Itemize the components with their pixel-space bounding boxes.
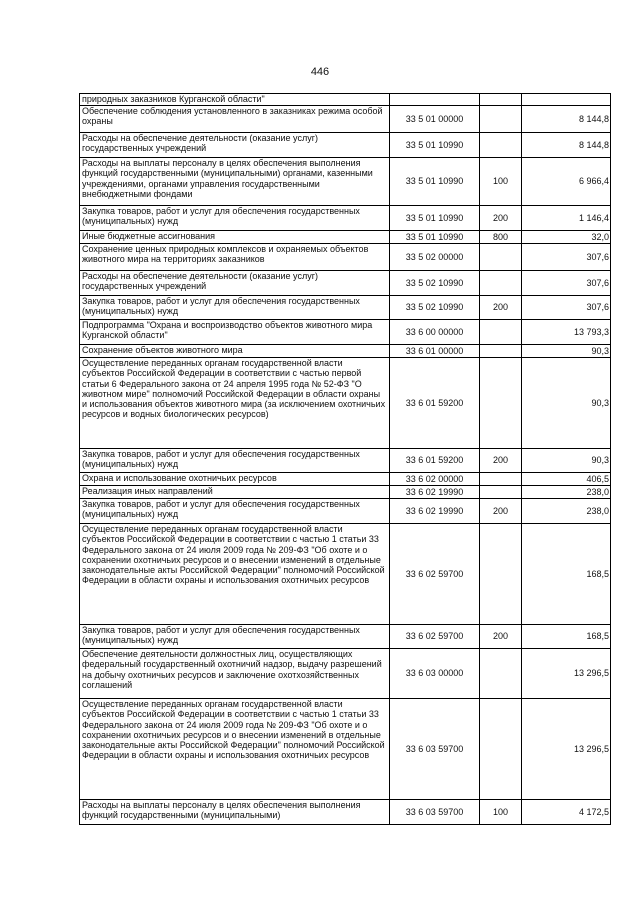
row-code: 33 6 00 00000 bbox=[390, 320, 480, 345]
row-name: Расходы на обеспечение деятельности (оказание услуг) государственных учреждений bbox=[80, 133, 390, 158]
row-expense-type: 200 bbox=[480, 296, 522, 320]
row-sum: 4 172,5 bbox=[522, 800, 611, 825]
row-sum: 238,0 bbox=[522, 499, 611, 524]
row-code: 33 5 02 10990 bbox=[390, 271, 480, 296]
row-expense-type bbox=[480, 473, 522, 486]
table-row bbox=[80, 94, 611, 106]
row-expense-type bbox=[480, 244, 522, 271]
budget-table-body bbox=[80, 94, 611, 825]
row-expense-type bbox=[480, 320, 522, 345]
table-row bbox=[80, 486, 611, 499]
row-name: Расходы на выплаты персоналу в целях обеспечения выполнения функций государственными (муниципальными) органами, казенными учреждениями, органами управления государственными внебюджетными фондами bbox=[80, 158, 390, 206]
row-expense-type: 800 bbox=[480, 231, 522, 244]
row-code bbox=[390, 94, 480, 106]
row-sum bbox=[522, 94, 611, 106]
row-sum: 13 296,5 bbox=[522, 649, 611, 699]
table-row bbox=[80, 158, 611, 206]
row-name: Закупка товаров, работ и услуг для обеспечения государственных (муниципальных) нужд bbox=[80, 296, 390, 320]
row-name: Закупка товаров, работ и услуг для обеспечения государственных (муниципальных) нужд bbox=[80, 499, 390, 524]
table-row bbox=[80, 106, 611, 133]
row-expense-type bbox=[480, 345, 522, 358]
row-code: 33 5 02 10990 bbox=[390, 296, 480, 320]
row-expense-type: 200 bbox=[480, 625, 522, 649]
table-row bbox=[80, 296, 611, 320]
row-code: 33 6 01 00000 bbox=[390, 345, 480, 358]
row-sum: 13 793,3 bbox=[522, 320, 611, 345]
row-sum: 307,6 bbox=[522, 296, 611, 320]
row-name: Сохранение объектов животного мира bbox=[80, 345, 390, 358]
row-code: 33 6 02 59700 bbox=[390, 524, 480, 625]
row-name: природных заказников Курганской области" bbox=[80, 94, 390, 106]
row-code: 33 6 02 59700 bbox=[390, 625, 480, 649]
row-name: Расходы на обеспечение деятельности (оказание услуг) государственных учреждений bbox=[80, 271, 390, 296]
table-row bbox=[80, 524, 611, 625]
row-code: 33 5 01 00000 bbox=[390, 106, 480, 133]
table-row bbox=[80, 206, 611, 231]
table-row bbox=[80, 231, 611, 244]
row-code: 33 6 02 19990 bbox=[390, 499, 480, 524]
row-name: Сохранение ценных природных комплексов и охраняемых объектов животного мира на территориях заказников bbox=[80, 244, 390, 271]
row-expense-type bbox=[480, 106, 522, 133]
row-sum: 90,3 bbox=[522, 345, 611, 358]
row-name: Расходы на выплаты персоналу в целях обеспечения выполнения функций государственными (муниципальными) bbox=[80, 800, 390, 825]
row-sum: 8 144,8 bbox=[522, 106, 611, 133]
row-name: Реализация иных направлений bbox=[80, 486, 390, 499]
row-code: 33 6 02 19990 bbox=[390, 486, 480, 499]
row-name: Охрана и использование охотничьих ресурсов bbox=[80, 473, 390, 486]
table-row bbox=[80, 345, 611, 358]
row-sum: 307,6 bbox=[522, 271, 611, 296]
row-expense-type: 200 bbox=[480, 499, 522, 524]
row-sum: 6 966,4 bbox=[522, 158, 611, 206]
row-code: 33 6 02 00000 bbox=[390, 473, 480, 486]
row-expense-type bbox=[480, 133, 522, 158]
table-row bbox=[80, 271, 611, 296]
row-name: Закупка товаров, работ и услуг для обеспечения государственных (муниципальных) нужд bbox=[80, 449, 390, 473]
row-code: 33 5 01 10990 bbox=[390, 231, 480, 244]
row-sum: 238,0 bbox=[522, 486, 611, 499]
row-sum: 307,6 bbox=[522, 244, 611, 271]
row-code: 33 5 02 00000 bbox=[390, 244, 480, 271]
row-name: Закупка товаров, работ и услуг для обеспечения государственных (муниципальных) нужд bbox=[80, 625, 390, 649]
row-sum: 168,5 bbox=[522, 524, 611, 625]
table-row bbox=[80, 358, 611, 449]
row-code: 33 6 03 00000 bbox=[390, 649, 480, 699]
row-expense-type: 100 bbox=[480, 158, 522, 206]
row-sum: 406,5 bbox=[522, 473, 611, 486]
row-code: 33 5 01 10990 bbox=[390, 158, 480, 206]
row-name: Закупка товаров, работ и услуг для обеспечения государственных (муниципальных) нужд bbox=[80, 206, 390, 231]
row-code: 33 5 01 10990 bbox=[390, 133, 480, 158]
row-expense-type bbox=[480, 649, 522, 699]
table-row bbox=[80, 320, 611, 345]
row-code: 33 6 01 59200 bbox=[390, 449, 480, 473]
table-row bbox=[80, 649, 611, 699]
row-expense-type: 200 bbox=[480, 449, 522, 473]
row-code: 33 6 01 59200 bbox=[390, 358, 480, 449]
table-row bbox=[80, 800, 611, 825]
row-expense-type: 200 bbox=[480, 206, 522, 231]
row-name: Осуществление переданных органам государственной власти субъектов Российской Федерации в соответствии с частью первой статьи 6 Федерального закона от 24 апреля 1995 года № 52-ФЗ "О животном мире" полномочий Российской Федерации в области охраны и использования объектов животного мира (за исключением охотничьих ресурсов и водных биологических ресурсов) bbox=[80, 358, 390, 449]
row-expense-type bbox=[480, 524, 522, 625]
row-name: Осуществление переданных органам государственной власти субъектов Российской Федерации в соответствии с частью 1 статьи 33 Федерального закона от 24 июля 2009 года № 209-ФЗ "Об охоте и о сохранении охотничьих ресурсов и о внесении изменений в отдельные законодательные акты Российской Федерации" полномочий Российской Федерации в области охраны и использования охотничьих ресурсов bbox=[80, 524, 390, 625]
table-row bbox=[80, 244, 611, 271]
table-row bbox=[80, 473, 611, 486]
row-sum: 32,0 bbox=[522, 231, 611, 244]
row-sum: 13 296,5 bbox=[522, 699, 611, 800]
row-name: Обеспечение соблюдения установленного в заказниках режима особой охраны bbox=[80, 106, 390, 133]
row-sum: 1 146,4 bbox=[522, 206, 611, 231]
table-row bbox=[80, 699, 611, 800]
row-expense-type: 100 bbox=[480, 800, 522, 825]
row-name: Иные бюджетные ассигнования bbox=[80, 231, 390, 244]
row-name: Подпрограмма "Охрана и воспроизводство объектов животного мира Курганской области" bbox=[80, 320, 390, 345]
row-code: 33 6 03 59700 bbox=[390, 800, 480, 825]
row-expense-type bbox=[480, 94, 522, 106]
page-number: 446 bbox=[310, 66, 330, 78]
row-sum: 8 144,8 bbox=[522, 133, 611, 158]
row-code: 33 5 01 10990 bbox=[390, 206, 480, 231]
row-name: Осуществление переданных органам государственной власти субъектов Российской Федерации в соответствии с частью 1 статьи 33 Федерального закона от 24 июля 2009 года № 209-ФЗ "Об охоте и о сохранении охотничьих ресурсов и о внесении изменений в отдельные законодательные акты Российской Федерации" полномочий Российской Федерации в области охраны и использования охотничьих ресурсов bbox=[80, 699, 390, 800]
row-expense-type bbox=[480, 699, 522, 800]
budget-table bbox=[79, 93, 611, 825]
table-row bbox=[80, 449, 611, 473]
row-sum: 90,3 bbox=[522, 358, 611, 449]
row-sum: 90,3 bbox=[522, 449, 611, 473]
row-sum: 168,5 bbox=[522, 625, 611, 649]
row-expense-type bbox=[480, 486, 522, 499]
row-expense-type bbox=[480, 358, 522, 449]
table-row bbox=[80, 499, 611, 524]
row-expense-type bbox=[480, 271, 522, 296]
row-name: Обеспечение деятельности должностных лиц, осуществляющих федеральный государственный охотничий надзор, выдачу разрешений на добычу охотничьих ресурсов и заключение охотхозяйственных соглашений bbox=[80, 649, 390, 699]
table-row bbox=[80, 133, 611, 158]
row-code: 33 6 03 59700 bbox=[390, 699, 480, 800]
table-row bbox=[80, 625, 611, 649]
